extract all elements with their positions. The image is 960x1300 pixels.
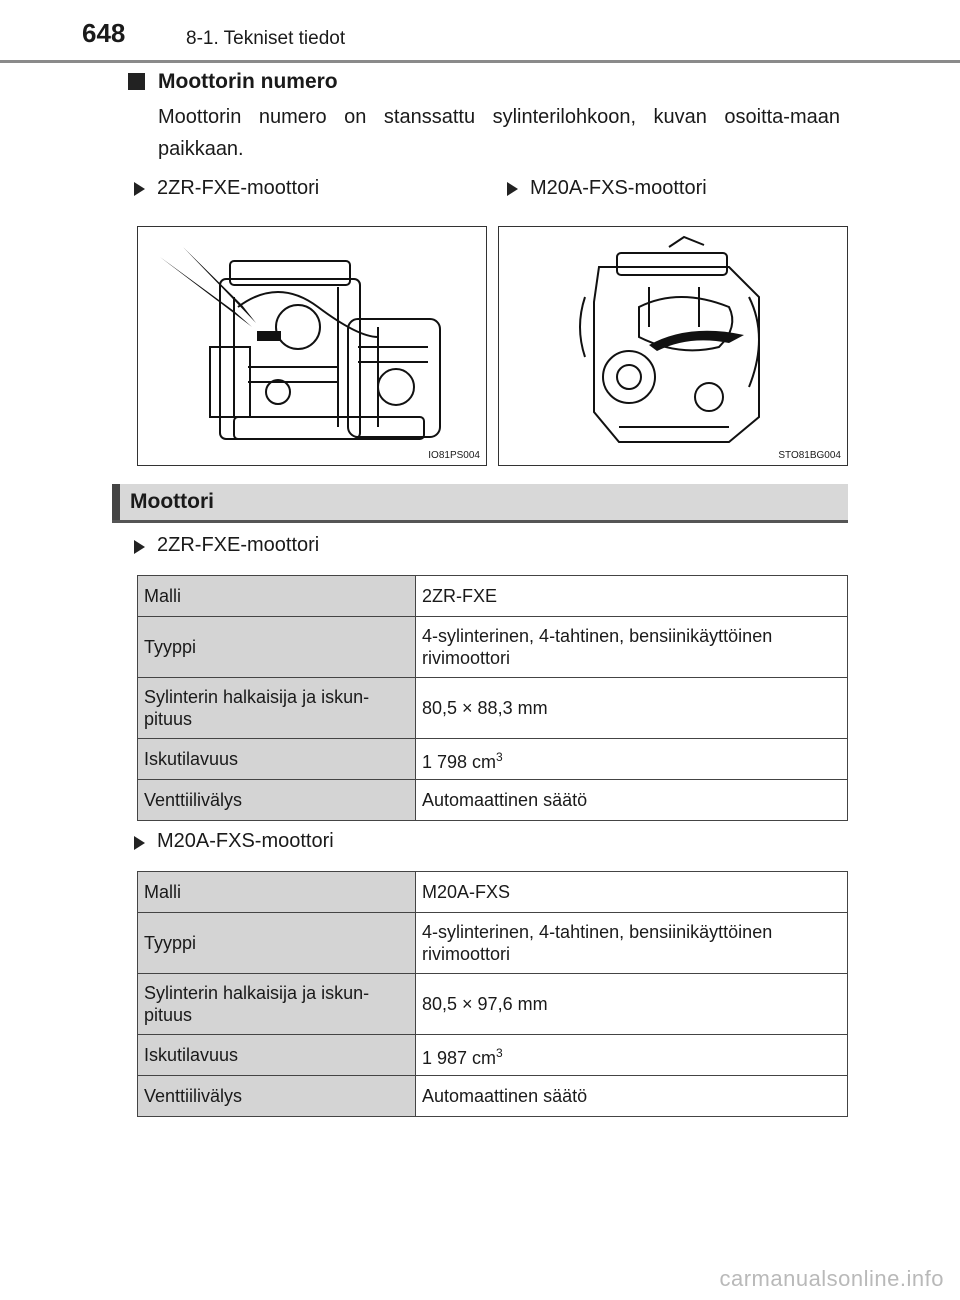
table-row	[138, 780, 848, 821]
arrow-right-icon	[134, 540, 145, 554]
figure-label-2zr: 2ZR-FXE-moottori	[157, 177, 320, 199]
header-divider	[0, 60, 960, 63]
banner-title: Moottori	[130, 490, 214, 513]
row-value: 80,5 × 97,6 mm	[416, 974, 848, 1035]
table-row	[138, 617, 848, 678]
table-row	[138, 678, 848, 739]
row-key: Malli	[138, 576, 416, 617]
row-key: Iskutilavuus	[138, 739, 416, 780]
row-key: Malli	[138, 872, 416, 913]
table-label-m20a: M20A-FXS-moottori	[157, 830, 334, 852]
row-value	[416, 739, 848, 780]
engine-2zr-illustration-icon	[138, 227, 486, 465]
section-square-icon	[128, 73, 145, 90]
row-value: Automaattinen säätö	[416, 780, 848, 821]
arrow-right-icon	[507, 182, 518, 196]
banner-accent	[112, 484, 120, 520]
figure-code: STO81BG004	[778, 450, 841, 461]
row-value: 4-sylinterinen, 4-tahtinen, bensiinikäyttöinen rivimoottori	[416, 913, 848, 974]
row-key: Tyyppi	[138, 617, 416, 678]
row-key: Sylinterin halkaisija ja iskun-pituus	[138, 974, 416, 1035]
arrow-right-icon	[134, 836, 145, 850]
row-value: M20A-FXS	[416, 872, 848, 913]
figure-label-m20a: M20A-FXS-moottori	[530, 177, 707, 199]
table-row	[138, 1035, 848, 1076]
section-banner	[112, 484, 848, 523]
engine-m20a-illustration-icon	[499, 227, 847, 465]
watermark: carmanualsonline.info	[719, 1266, 944, 1291]
section-body: Moottorin numero on stanssattu sylinterilohkoon, kuvan osoitta-maan paikkaan.	[158, 106, 840, 160]
row-key: Venttiilivälys	[138, 1076, 416, 1117]
spec-table-m20a	[137, 871, 848, 1117]
table-row	[138, 974, 848, 1035]
row-value	[416, 1035, 848, 1076]
row-value: Automaattinen säätö	[416, 1076, 848, 1117]
row-value: 2ZR-FXE	[416, 576, 848, 617]
table-label-2zr: 2ZR-FXE-moottori	[157, 534, 320, 556]
row-key: Tyyppi	[138, 913, 416, 974]
engine-figure-2zr	[137, 226, 487, 466]
table-row	[138, 1076, 848, 1117]
unit-superscript: 3	[496, 749, 503, 764]
section-title: Moottorin numero	[158, 70, 338, 93]
chapter-title: 8-1. Tekniset tiedot	[186, 28, 346, 49]
row-value-text: 1 798 cm	[422, 751, 497, 772]
table-row	[138, 872, 848, 913]
row-key: Sylinterin halkaisija ja iskun-pituus	[138, 678, 416, 739]
table-row	[138, 739, 848, 780]
arrow-right-icon	[134, 182, 145, 196]
row-value-text: 1 987 cm	[422, 1047, 497, 1068]
row-key: Venttiilivälys	[138, 780, 416, 821]
unit-superscript: 3	[496, 1045, 503, 1060]
spec-table-2zr	[137, 575, 848, 821]
page-number: 648	[82, 18, 126, 48]
figure-code: IO81PS004	[428, 450, 480, 461]
row-value: 80,5 × 88,3 mm	[416, 678, 848, 739]
table-row	[138, 576, 848, 617]
row-key: Iskutilavuus	[138, 1035, 416, 1076]
engine-figure-m20a	[498, 226, 848, 466]
row-value: 4-sylinterinen, 4-tahtinen, bensiinikäyttöinen rivimoottori	[416, 617, 848, 678]
table-row	[138, 913, 848, 974]
